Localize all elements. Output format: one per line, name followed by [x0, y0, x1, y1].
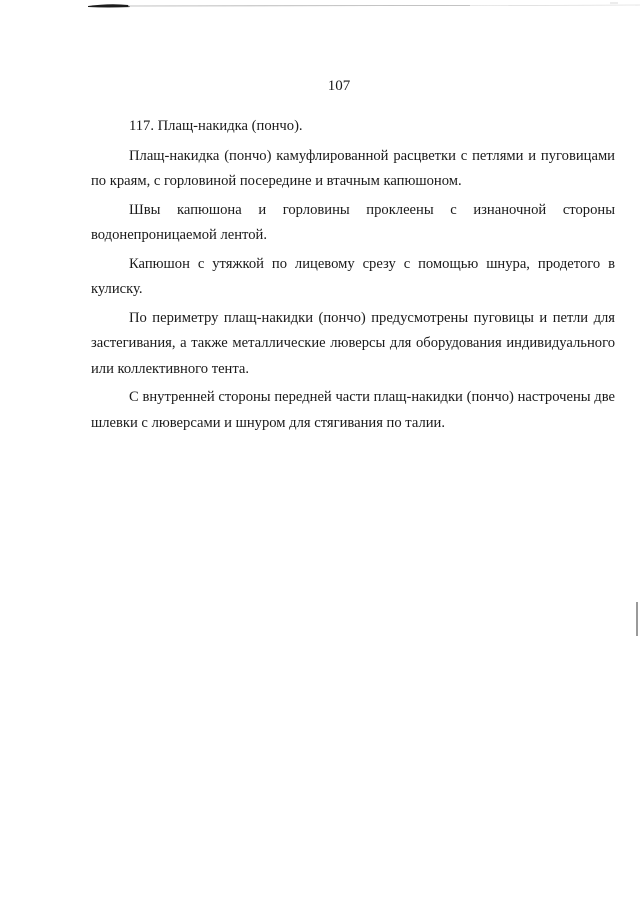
scan-edge-artifact — [0, 2, 640, 10]
page-number: 107 — [327, 78, 351, 94]
paragraph: Капюшон с утяжкой по лицевому срезу с помощью шнура, продетого в кулиску. — [91, 255, 615, 297]
section-heading: 117. Плащ-накидка (пончо). — [129, 118, 303, 134]
paragraph: Плащ-накидка (пончо) камуфлированной расцветки с петлями и пуговицами по краям, с горловиной посередине и втачным капюшоном. — [91, 147, 615, 189]
paragraph: С внутренней стороны передней части плащ-накидки (пончо) настрочены две шлевки с люверсами и шнуром для стягивания по талии. — [91, 389, 615, 431]
scan-edge-mark — [636, 602, 638, 636]
paragraph: По периметру плащ-накидки (пончо) предусмотрены пуговицы и петли для застегивания, а также металлические люверсы для оборудования индивидуального или коллективного тента. — [91, 309, 615, 377]
document-body — [91, 114, 615, 439]
paragraph: Швы капюшона и горловины проклеены с изнаночной стороны водонепроницаемой лентой. — [91, 201, 615, 243]
